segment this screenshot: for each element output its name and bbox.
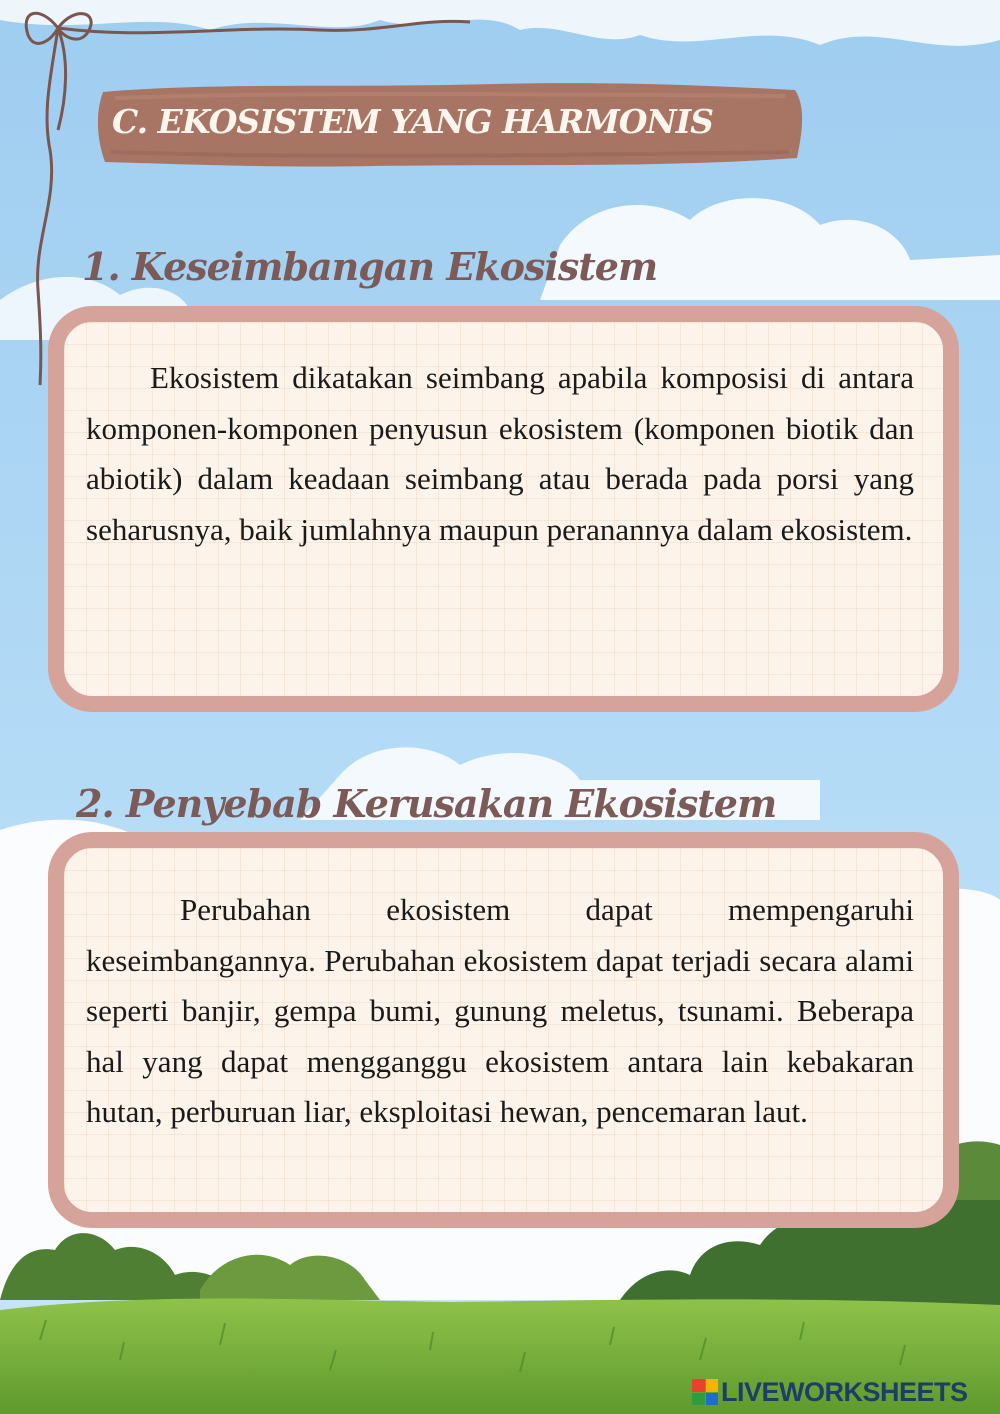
section-text-keseimbangan: Ekosistem dikatakan seimbang apabila komposisi di antara komponen-komponen penyusun ekosistem (komponen biotik dan abiotik) dalam keadaan seimbang atau berada pada porsi yang seharusnya, baik jumlahnya maupun peranannya dalam ekosistem. — [86, 360, 914, 547]
logo-text: LIVEWORKSHEETS — [721, 1376, 968, 1407]
section-heading-penyebab: 2. Penyebab Kerusakan Ekosistem — [76, 781, 777, 826]
section-heading-keseimbangan: 1. Keseimbangan Ekosistem — [82, 244, 658, 289]
liveworksheets-logo[interactable] — [692, 1375, 968, 1409]
section-text-penyebab: Perubahan ekosistem dapat mempengaruhi keseimbangannya. Perubahan ekosistem dapat terjadi secara alami seperti banjir, gempa bumi, gunung meletus, tsunami. Beberapa hal yang dapat mengganggu ekosistem antara lain kebakaran hutan, perburuan liar, eksploitasi hewan, pencemaran laut. — [86, 892, 914, 1129]
page-title: C. EKOSISTEM YANG HARMONIS — [112, 102, 713, 141]
liveworksheets-logo-icon — [692, 1379, 718, 1405]
